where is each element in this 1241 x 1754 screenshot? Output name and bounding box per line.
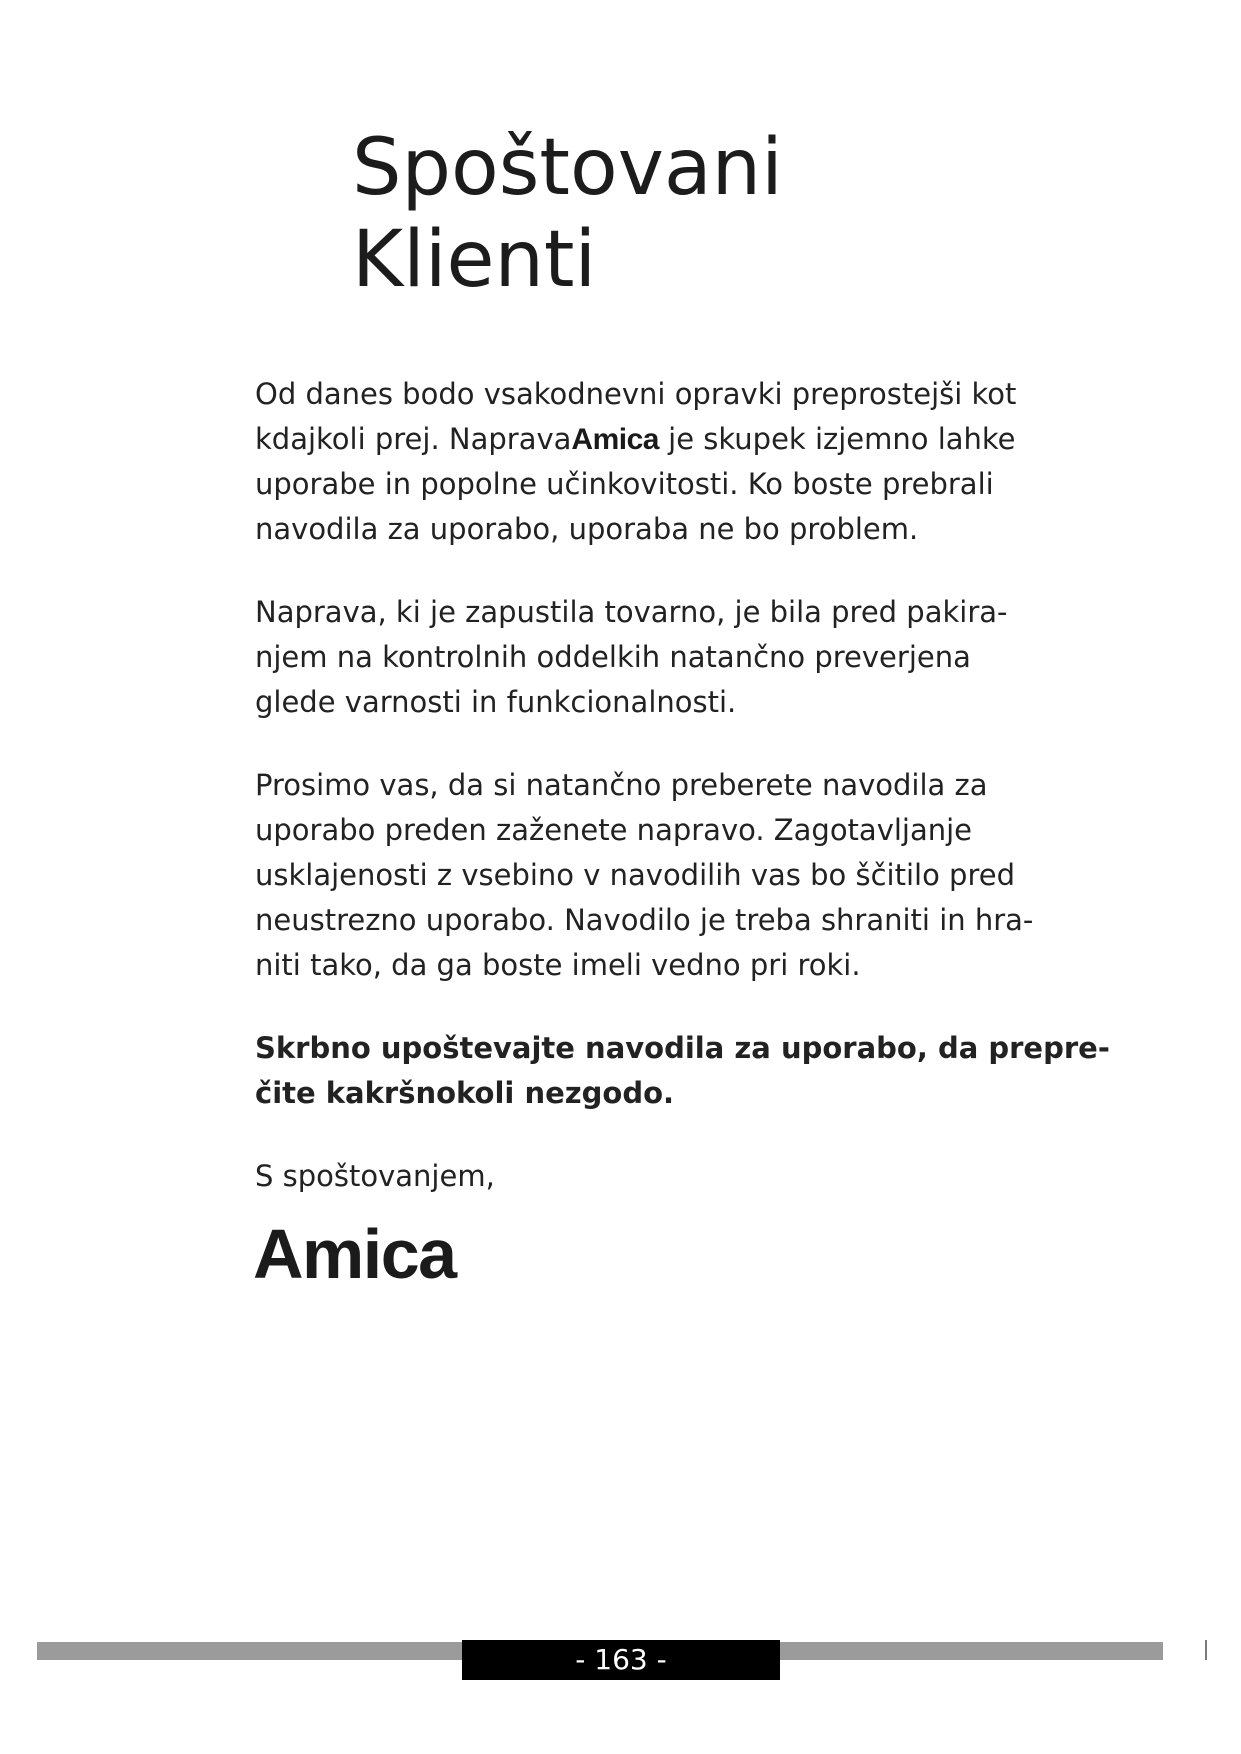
paragraph-line [255,417,1015,462]
paragraph-factory-check [255,590,1015,725]
paragraph-text: kdajkoli prej. Naprava [255,422,572,456]
paragraph-line: Od danes bodo vsakodnevni opravki preprostejši kot [255,377,1017,411]
paragraph-warning [255,1026,1110,1116]
paragraph-line: usklajenosti z vsebino v navodilih vas bo ščitilo pred [255,858,1015,892]
page-number: - 163 - [462,1640,780,1680]
paragraph-line: njem na kontrolnih oddelkih natančno preverjena [255,640,971,674]
letter-body [255,372,1110,1237]
paragraph-line: navodila za uporabo, uporaba ne bo problem. [255,512,919,546]
closing-salutation [255,1154,1015,1199]
paragraph-instructions [255,763,1034,988]
paragraph-intro [255,372,1015,552]
paragraph-line: niti tako, da ga boste imeli vedno pri roki. [255,948,861,982]
paragraph-line: Prosimo vas, da si natančno preberete navodila za [255,768,988,802]
paragraph-line: S spoštovanjem, [255,1159,495,1193]
edge-mark [1205,1640,1207,1660]
paragraph-line: Naprava, ki je zapustila tovarno, je bila pred pakira- [255,595,1008,629]
amica-logo: Amica [253,1215,456,1293]
paragraph-line: glede varnosti in funkcionalnosti. [255,685,737,719]
title-line-1: Spoštovani [352,123,783,213]
paragraph-line: Skrbno upoštevajte navodila za uporabo, da prepre- [255,1031,1110,1065]
paragraph-line: uporabo preden zaženete napravo. Zagotavljanje [255,813,973,847]
paragraph-line: čite kakršnokoli nezgodo. [255,1076,675,1110]
title-line-2: Klienti [352,215,597,305]
brand-logo-inline: Amica [571,423,659,456]
page-title [352,122,783,306]
paragraph-text: je skupek izjemno lahke [658,422,1016,456]
paragraph-line: neustrezno uporabo. Navodilo je treba shraniti in hra- [255,903,1034,937]
paragraph-line: uporabe in popolne učinkovitosti. Ko boste prebrali [255,467,994,501]
